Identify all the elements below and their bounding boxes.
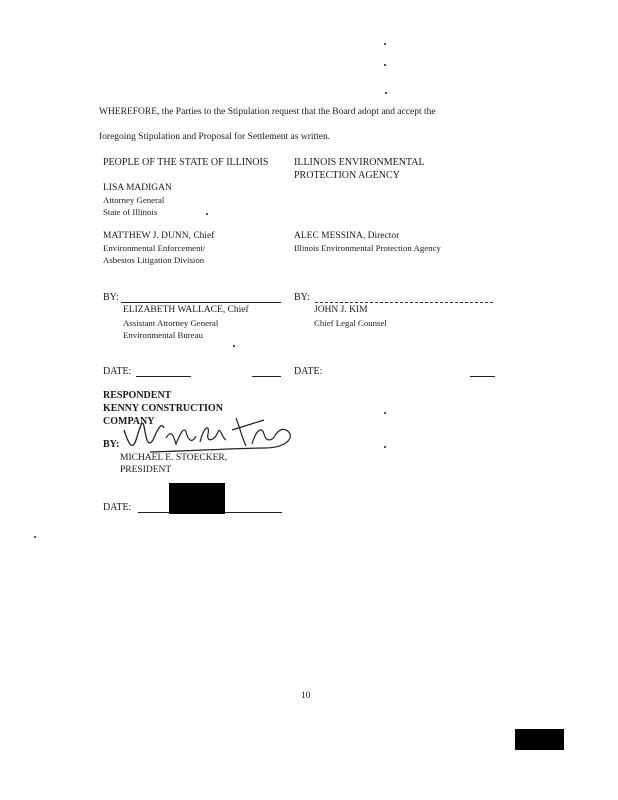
intro-line-2: foregoing Stipulation and Proposal for Settlement as written. [99,132,331,142]
handwritten-signature [114,408,300,456]
ag-name: LISA MADIGAN [103,183,172,193]
respondent-heading: RESPONDENT [103,390,172,401]
agency-signer-title: Chief Legal Counsel [314,318,387,328]
corner-redaction-box [515,729,564,750]
agency-date-line[interactable] [470,376,495,377]
scan-speck [206,213,208,215]
people-date-line-end [252,376,281,377]
people-signer-title-2: Environmental Bureau [123,330,203,340]
people-date-line[interactable] [136,376,191,377]
scan-speck [384,412,386,414]
scan-speck [233,345,235,347]
people-by-label: BY: [103,292,119,303]
intro-line-1: WHEREFORE, the Parties to the Stipulation request that the Board adopt and accept the [99,107,436,117]
agency-party-heading-1: ILLINOIS ENVIRONMENTAL [294,157,425,168]
ag-state: State of Illinois [103,207,158,217]
ag-title: Attorney General [103,195,165,205]
scan-speck [384,43,386,45]
agency-signer-name: JOHN J. KIM [314,305,368,315]
respondent-signer-title: PRESIDENT [120,465,172,475]
people-date-label: DATE: [103,366,132,377]
agency-party-heading-2: PROTECTION AGENCY [294,170,400,181]
people-signature-line[interactable] [121,302,281,303]
director-name: ALEC MESSINA, Director [294,231,400,241]
agency-by-label: BY: [294,292,310,303]
redaction-box [169,483,225,514]
respondent-company-2: COMPANY [103,416,155,427]
agency-date-label: DATE: [294,366,323,377]
scan-speck [34,536,36,538]
scan-speck [385,92,387,94]
director-org: Illinois Environmental Protection Agency [294,243,441,253]
people-signer-name: ELIZABETH WALLACE, Chief [123,305,249,315]
respondent-date-label: DATE: [103,502,132,513]
chief-dept-2: Asbestos Litigation Division [103,255,205,265]
people-signer-title-1: Assistant Attorney General [123,318,219,328]
scan-speck [384,446,386,448]
respondent-by-label: BY: [103,439,120,450]
page-number: 10 [301,691,311,701]
respondent-company-1: KENNY CONSTRUCTION [103,403,223,414]
scan-speck [384,64,386,66]
agency-signature-line[interactable] [315,302,493,303]
chief-name: MATTHEW J. DUNN, Chief [103,231,215,241]
chief-dept-1: Environmental Enforcement/ [103,243,206,253]
people-party-heading: PEOPLE OF THE STATE OF ILLINOIS [103,157,269,168]
respondent-signer-name: MICHAEL E. STOECKER, [120,453,228,463]
